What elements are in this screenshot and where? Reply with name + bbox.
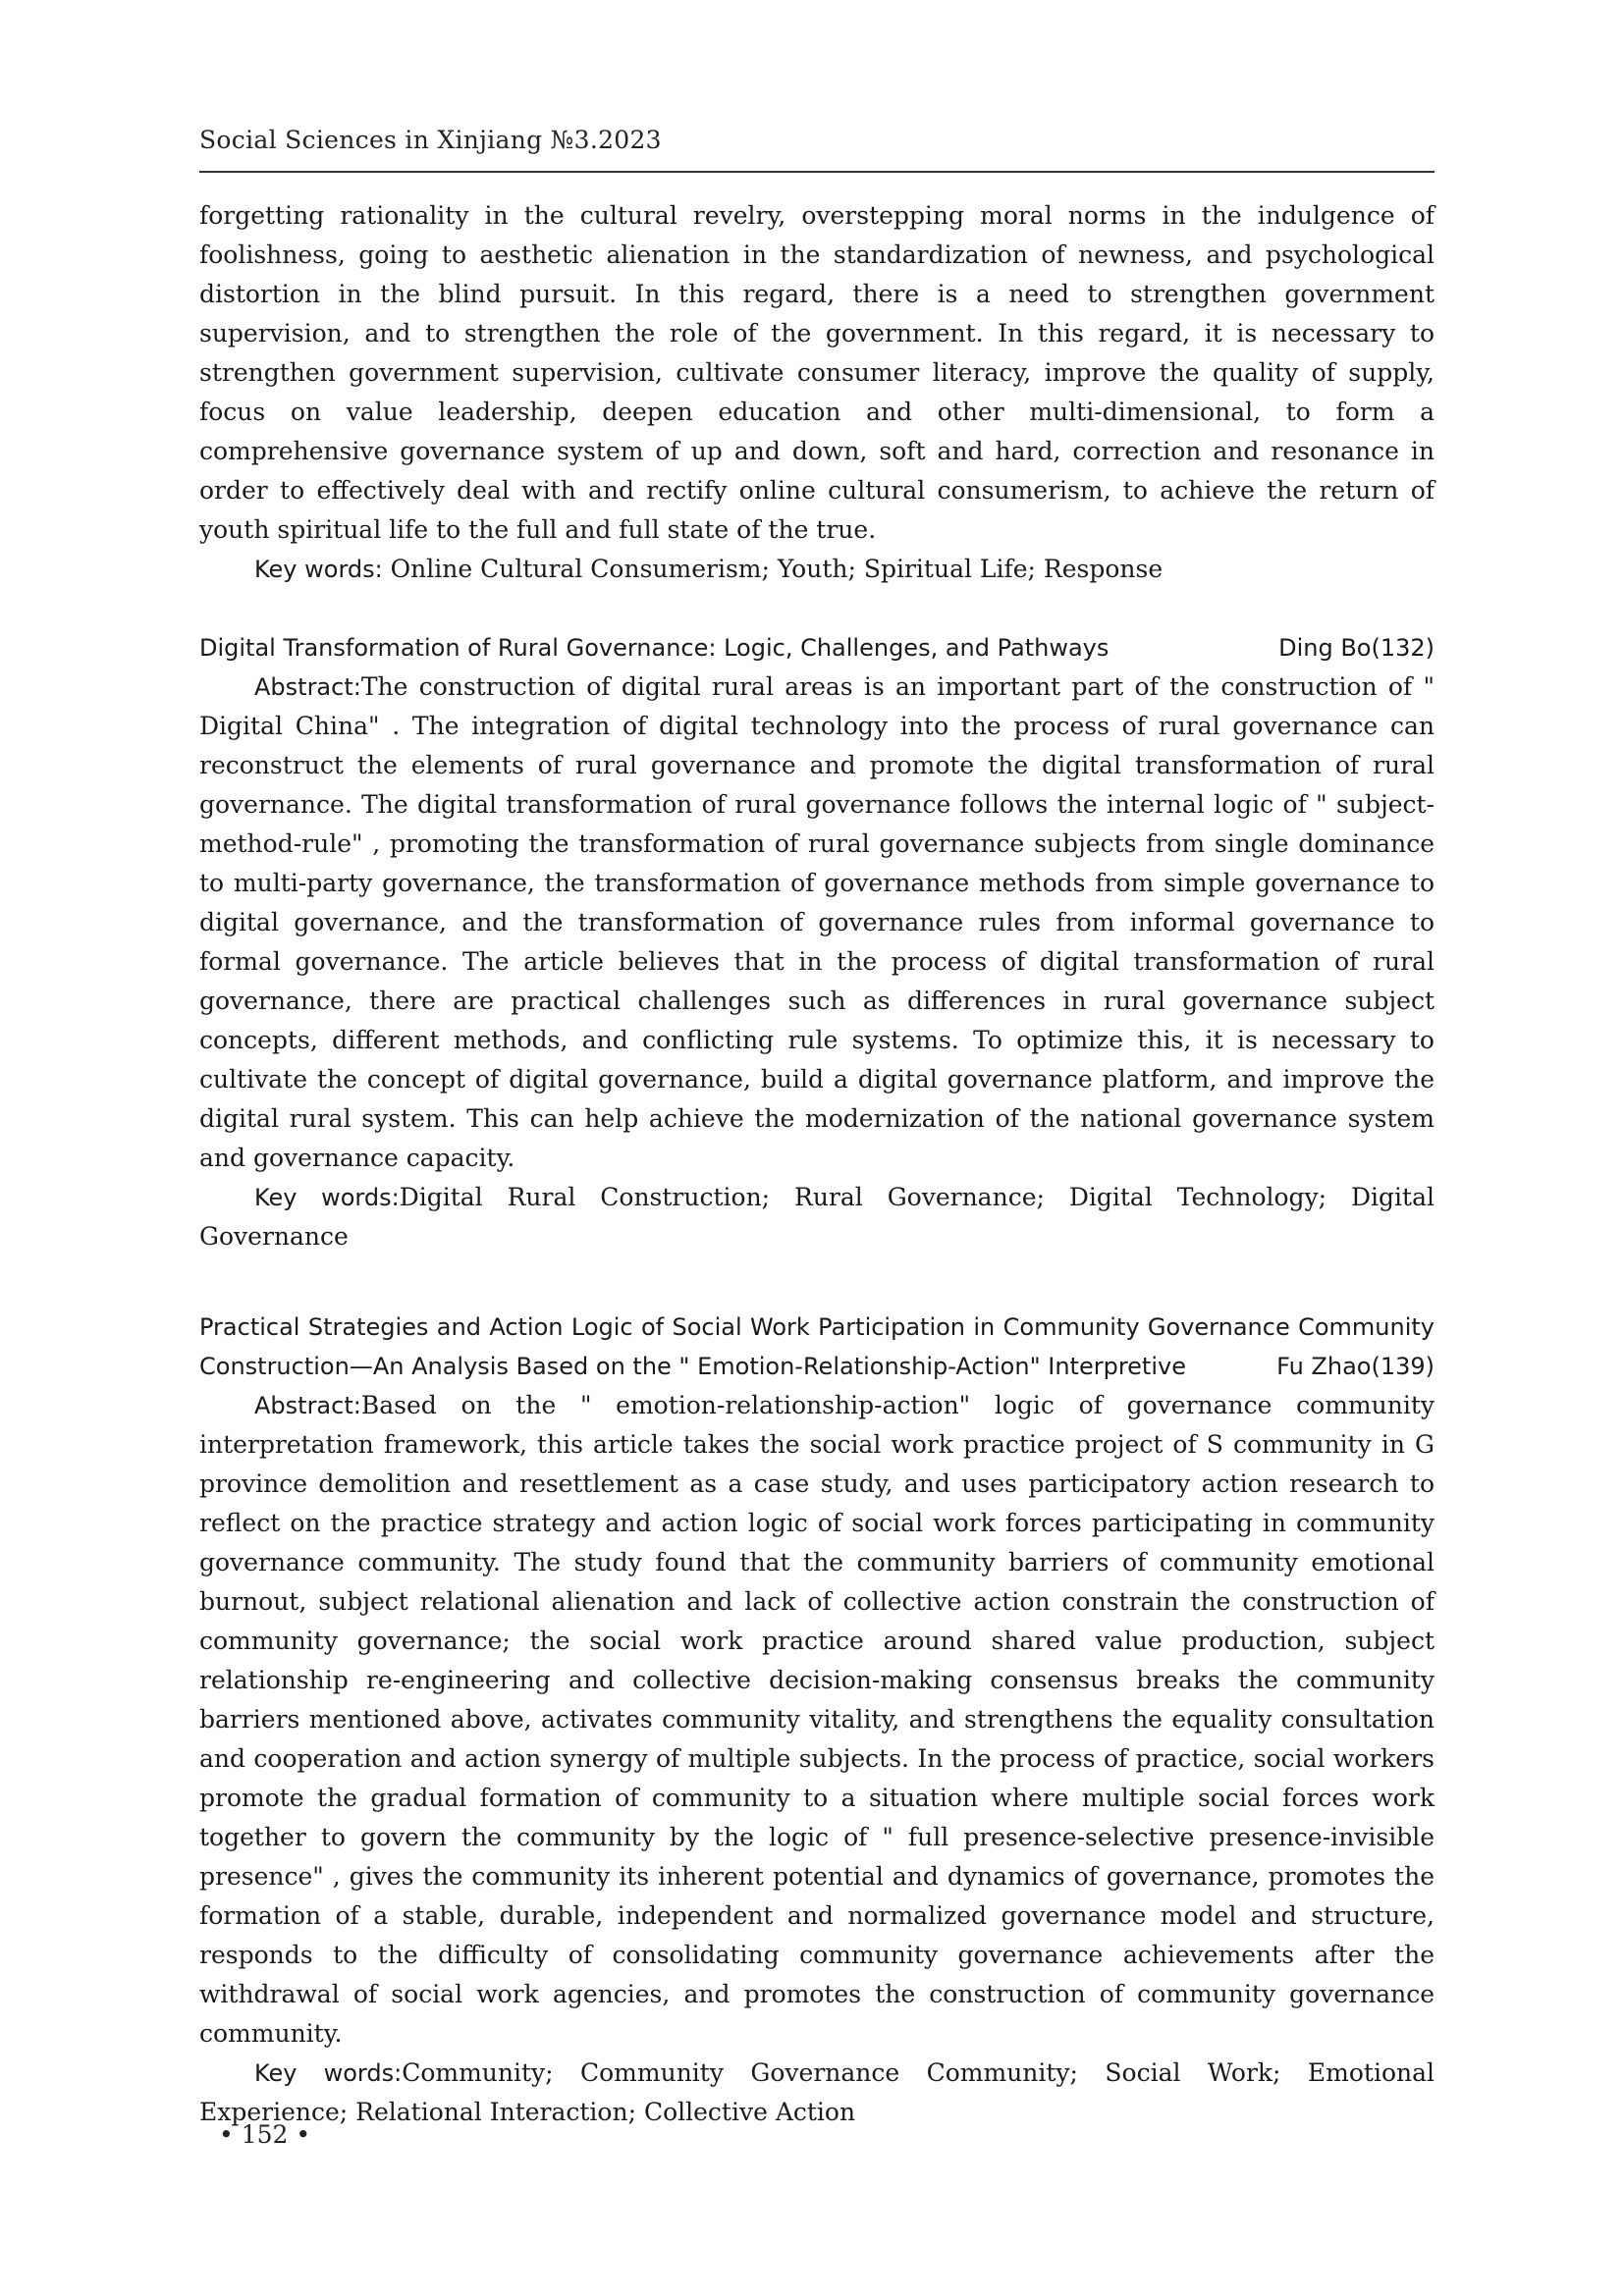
abstract-text: Based on the " emotion-relationship-action" logic of governance community interpretation framework, this article takes the social work practice project of S community in G province demolition and resettlement as a case study, and uses participatory action research to reflect on the practice strategy and action logic of social work forces participating in community governance community. The study found that the community barriers of community emotional burnout, subject relational alienation and lack of collective action constrain the construction of community governance; the social work practice around shared value production, subject relationship re-engineering and collective decision-making consensus breaks the community barriers mentioned above, activates community vitality, and strengthens the equality consultation and cooperation and action synergy of multiple subjects. In the process of practice, social workers promote the gradual formation of community to a situation where multiple social forces work together to govern the community by the logic of " full presence-selective presence-invisible presence" , gives the community its inherent potential and dynamics of governance, promotes the formation of a stable, durable, independent and normalized governance model and structure, responds to the difficulty of consolidating community governance achievements after the withdrawal of social work agencies, and promotes the construction of community governance community.	[199, 1391, 1435, 2048]
abstract-label: Abstract:	[254, 1392, 361, 1419]
continuation-abstract: forgetting rationality in the cultural revelry, overstepping moral norms in the indulgence of foolishness, going to aesthetic alienation in the standardization of newness, and psychological distortion in the blind pursuit. In this regard, there is a need to strengthen government supervision, and to strengthen the role of the government. In this regard, it is necessary to strengthen government supervision, cultivate consumer literacy, improve the quality of supply, focus on value leadership, deepen education and other multi-dimensional, to form a comprehensive governance system of up and down, soft and hard, correction and resonance in order to effectively deal with and rectify online cultural consumerism, to achieve the return of youth spiritual life to the full and full state of the true.	[199, 201, 1435, 544]
page-number: • 152 •	[219, 2120, 311, 2149]
article-abstract	[199, 667, 1435, 1178]
article-entry	[199, 628, 1435, 1256]
keywords-text: Online Cultural Consumerism; Youth; Spiritual Life; Response	[382, 555, 1164, 583]
keywords-text: Community; Community Governance Community; Social Work; Emotional Experience; Relational Interaction; Collective Action	[199, 2058, 1435, 2126]
article-title: Digital Transformation of Rural Governance: Logic, Challenges, and Pathways	[199, 634, 1110, 662]
keywords-label: Key words:	[254, 1184, 400, 1211]
article-entry	[199, 1308, 1435, 2132]
abstract-label: Abstract:	[254, 673, 361, 701]
section-gap	[199, 589, 1435, 628]
continuation-keywords	[199, 550, 1435, 589]
article-abstract	[199, 1386, 1435, 2054]
article-author-page: Fu Zhao(139)	[1276, 1353, 1435, 1380]
article-keywords	[199, 2054, 1435, 2132]
article-title: Practical Strategies and Action Logic of Social Work Participation in Community Governance Community Construction—An Analysis Based on the " Emotion-Relationship-Action" Interpretive	[199, 1313, 1435, 1380]
section-gap	[199, 1256, 1435, 1308]
running-header: Social Sciences in Xinjiang №3.2023	[199, 126, 662, 154]
article-title-block	[199, 1308, 1435, 1386]
keywords-label: Key words:	[254, 556, 383, 583]
article-keywords	[199, 1178, 1435, 1256]
article-title-line	[199, 628, 1435, 667]
keywords-text: Digital Rural Construction; Rural Governance; Digital Technology; Digital Governance	[199, 1183, 1435, 1251]
keywords-label: Key words:	[254, 2059, 403, 2087]
header-rule	[199, 171, 1435, 173]
abstract-text: The construction of digital rural areas is an important part of the construction of " Digital China" . The integration of digital technology into the process of rural governance can reconstruct the elements of rural governance and promote the digital transformation of rural governance. The digital transformation of rural governance follows the internal logic of " subject-method-rule" , promoting the transformation of rural governance subjects from single dominance to multi-party governance, the transformation of governance methods from simple governance to digital governance, and the transformation of governance rules from informal governance to formal governance. The article believes that in the process of digital transformation of rural governance, there are practical challenges such as differences in rural governance subject concepts, different methods, and conflicting rule systems. To optimize this, it is necessary to cultivate the concept of digital governance, build a digital governance platform, and improve the digital rural system. This can help achieve the modernization of the national governance system and governance capacity.	[199, 672, 1435, 1172]
page-content	[199, 196, 1435, 2132]
article-author-page: Ding Bo(132)	[1278, 634, 1435, 662]
